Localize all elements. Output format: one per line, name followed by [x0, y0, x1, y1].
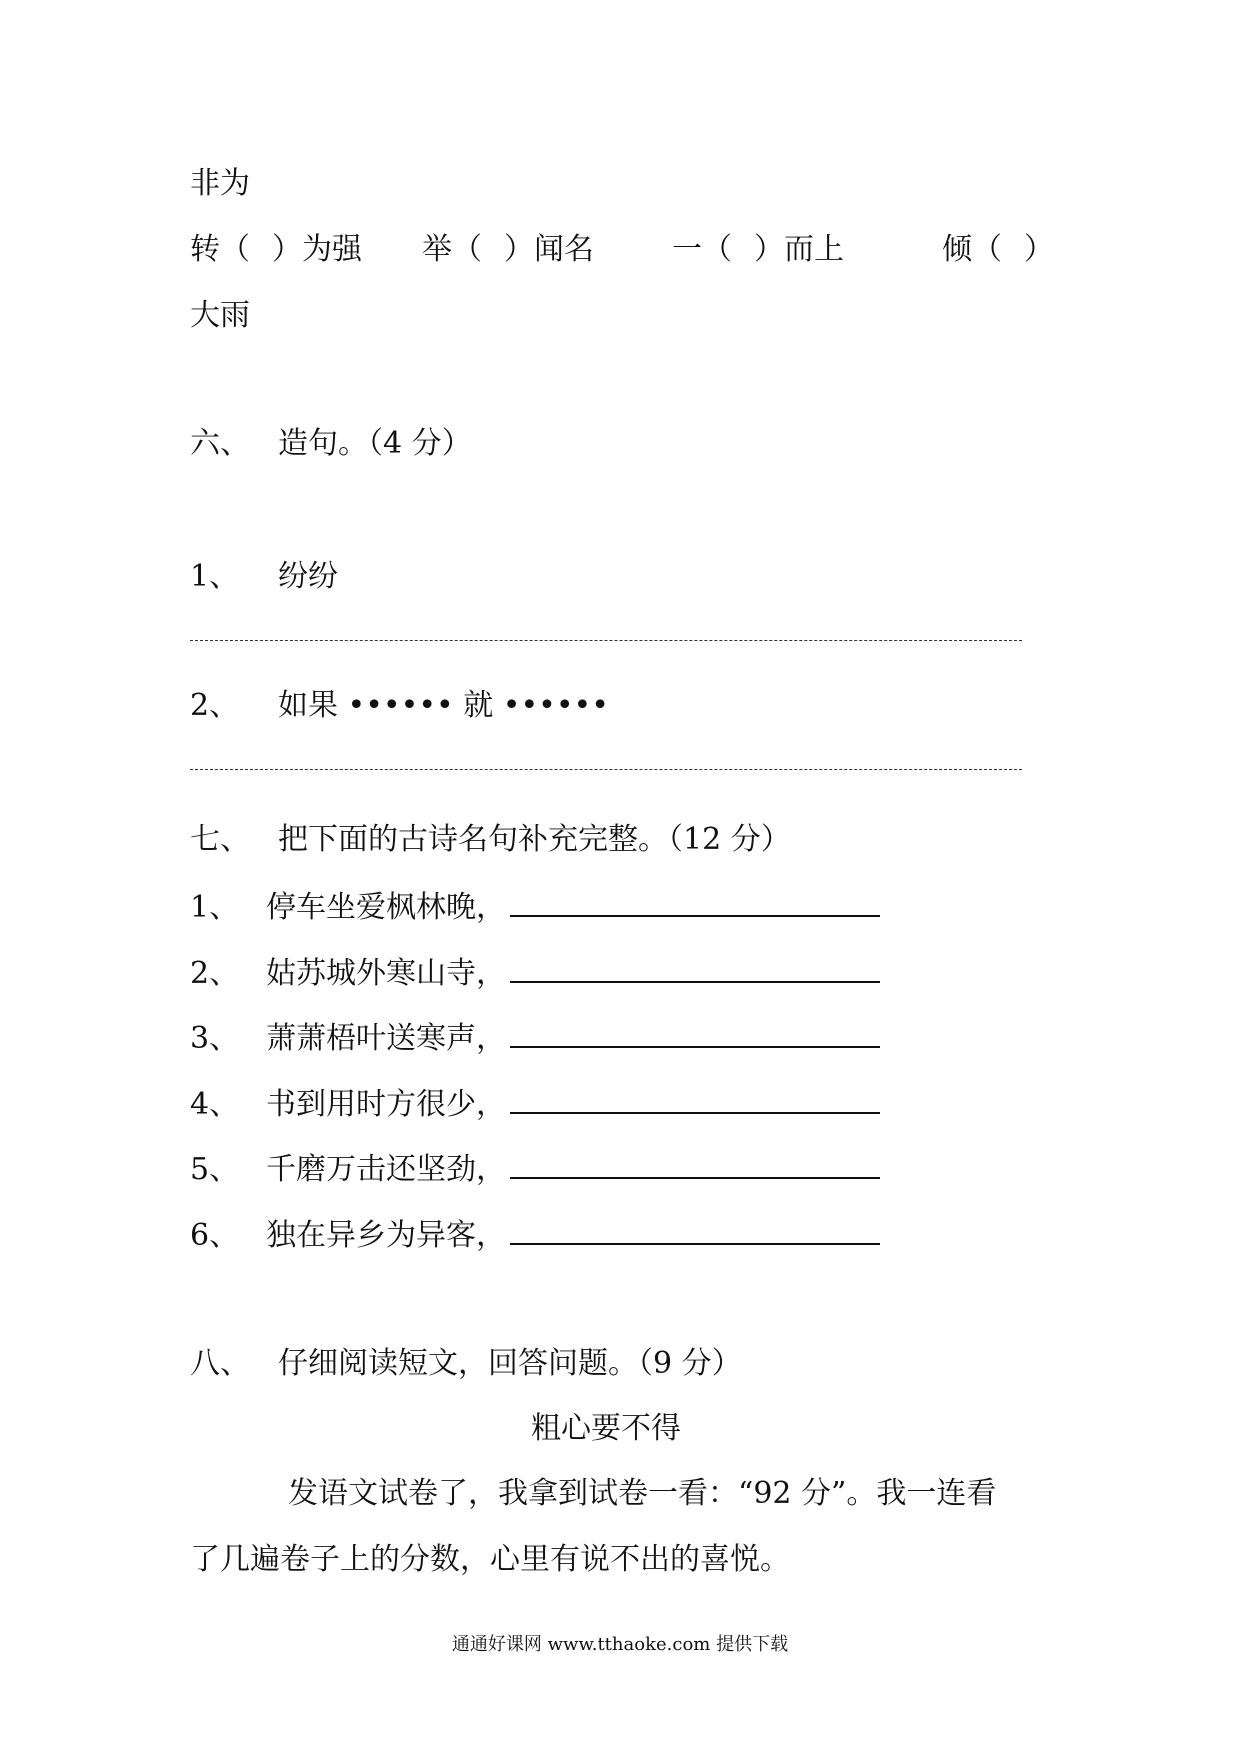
fill-text: 大雨: [190, 298, 250, 333]
poem-item: [190, 1147, 880, 1190]
answer-blank[interactable]: [510, 951, 880, 983]
section-title: 仔细阅读短文，回答问题。（9 分）: [278, 1346, 742, 1381]
item-word: 如果 •••••• 就 ••••••: [278, 688, 609, 723]
item-word: 纷纷: [278, 559, 338, 594]
fill-line-3: [190, 296, 250, 336]
poem-item: [190, 1016, 880, 1059]
item-number: 1、: [190, 890, 240, 925]
section-title: 造句。（4 分）: [278, 426, 472, 461]
answer-line[interactable]: [190, 769, 1022, 770]
passage-line: 发语文试卷了，我拿到试卷一看：“92 分”。我一连看: [288, 1476, 997, 1511]
answer-blank[interactable]: [510, 885, 880, 917]
poem-item: [190, 885, 880, 928]
section-number: 八、: [190, 1346, 250, 1381]
poem-line: 千磨万击还坚劲，: [266, 1152, 506, 1187]
poem-line: 独在异乡为异客，: [266, 1218, 506, 1253]
answer-blank[interactable]: [510, 1016, 880, 1048]
section6-heading: [190, 424, 472, 464]
fill-line-1: [190, 164, 250, 204]
poem-line: 书到用时方很少，: [266, 1087, 506, 1122]
passage-title: 粗心要不得: [531, 1411, 681, 1446]
sentence-item: [190, 557, 338, 597]
poem-line: 萧萧梧叶送寒声，: [266, 1021, 506, 1056]
section-title: 把下面的古诗名句补充完整。（12 分）: [278, 822, 791, 857]
passage-line: 了几遍卷子上的分数，心里有说不出的喜悦。: [190, 1542, 790, 1577]
answer-blank[interactable]: [510, 1082, 880, 1114]
idiom-item: 转（ ）为强: [190, 232, 362, 267]
poem-item: [190, 1213, 880, 1256]
idiom-item: 一（ ）而上: [672, 232, 844, 267]
item-number: 1、: [190, 559, 240, 594]
item-number: 5、: [190, 1152, 240, 1187]
poem-line: 姑苏城外寒山寺，: [266, 956, 506, 991]
answer-blank[interactable]: [510, 1147, 880, 1179]
poem-line: 停车坐爱枫林晚，: [266, 890, 506, 925]
idiom-item: 倾（ ）: [942, 232, 1054, 267]
item-number: 4、: [190, 1087, 240, 1122]
item-number: 6、: [190, 1218, 240, 1253]
section7-heading: [190, 820, 791, 860]
fill-text: 非为: [190, 166, 250, 201]
answer-blank[interactable]: [510, 1213, 880, 1245]
answer-line[interactable]: [190, 640, 1022, 641]
section8-heading: [190, 1344, 742, 1384]
item-number: 2、: [190, 688, 240, 723]
sentence-item: [190, 686, 609, 726]
idiom-item: 举（ ）闻名: [422, 232, 594, 267]
poem-item: [190, 1082, 880, 1125]
poem-item: [190, 951, 880, 994]
section-number: 六、: [190, 426, 250, 461]
section-number: 七、: [190, 822, 250, 857]
item-number: 2、: [190, 956, 240, 991]
item-number: 3、: [190, 1021, 240, 1056]
page-footer: 通通好课网 www.tthaoke.com 提供下载: [451, 1634, 789, 1655]
